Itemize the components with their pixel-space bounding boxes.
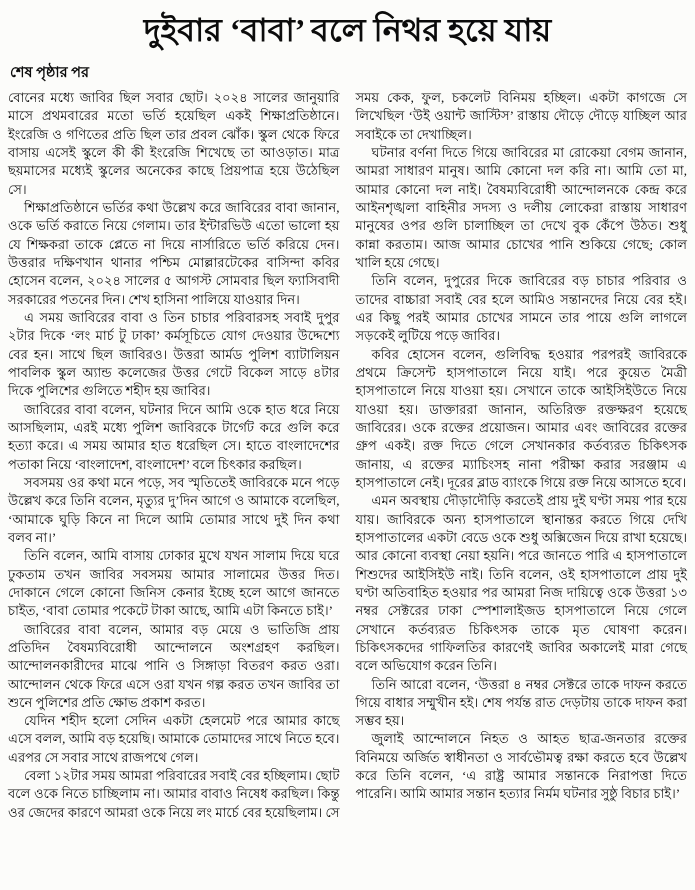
article-paragraph: তিনি আরো বলেন, ‘উত্তরা ৪ নম্বর সেক্টরে তাকে দাফন করতে গিয়ে বাধার সম্মুখীন হই। শেষ পর্যন্ত রাত দেড়টায় তাকে দাফন করা সম্ভব হয়। <box>355 676 687 729</box>
article-paragraph: শিক্ষাপ্রতিষ্ঠানে ভর্তির কথা উল্লেখ করে জাবিরের বাবা জানান, ওকে ভর্তি করাতে নিয়ে গেলাম। তার ইন্টারভিউ এতো ভালো হয় যে শিক্ষকরা তাকে প্লেতে না দিয়ে নার্সারিতে ভর্তি করিয়ে দেন। উত্তরার দক্ষিণখান থানার পশ্চিম মোল্লারটেকের বাসিন্দা কবির হোসেন বলেন, ২০২৪ সালের ৫ আগস্ট সোমবার ছিল ফ্যাসিবাদী সরকারের পতনের দিন। শেখ হাসিনা পালিয়ে যাওয়ার দিন। <box>8 199 340 307</box>
article-paragraph: তিনি বলেন, দুপুরের দিকে জাবিরের বড় চাচার পরিবার ও তাদের বাচ্চারা সবাই বের হলে আমিও সন্তানদের নিয়ে বের হই। এর কিছু পরই আমার চোখের সামনে তার পায়ে গুলি লাগলে সড়কেই লুটিয়ে পড়ে জাবির। <box>355 273 687 344</box>
article-paragraph: ঘটনার বর্ণনা দিতে গিয়ে জাবিরের মা রোকেয়া বেগম জানান, আমরা সাধারণ মানুষ। আমি কোনো দল করি না। আমি তো মা, আমার কোনো দল নাই। বৈষম্যবিরোধী আন্দোলনকে কেন্দ্র করে আইনশৃঙ্খলা বাহিনীর সদস্য ও দলীয় লোকেরা রাস্তায় সাধারণ মানুষের ওপর গুলি চালাচ্ছিল তা দেখে বুক কেঁপে উঠত। শুধু কান্না করতাম। আজ আমার চোখের পানি শুকিয়ে গেছে; কোল খালি হয়ে গেছে। <box>355 144 687 270</box>
article-paragraph: তিনি বলেন, আমি বাসায় ঢোকার মুখে যখন সালাম দিয়ে ঘরে ঢুকতাম তখন জাবির সবসময় আমার সালামের উত্তর দিত। দোকানে গেলে কোনো জিনিস কেনার ইচ্ছে হলে আগে জানতে চাইত, ‘বাবা তোমার পকেটে টাকা আছে, আমি এটা কিনতে চাই।’ <box>8 548 340 619</box>
article-body <box>8 89 687 890</box>
article-paragraph: জাবিরের বাবা বলেন, আমার বড় মেয়ে ও ভাতিজি প্রায় প্রতিদিন বৈষম্যবিরোধী আন্দোলনে অংশগ্রহণ করছিল। আন্দোলনকারীদের মাঝে পানি ও সিঙ্গাড়া বিতরণ করত ওরা। আন্দোলন থেকে ফিরে এসে ওরা যখন গল্প করত তখন জাবির তা শুনে পুলিশের প্রতি ক্ষোভ প্রকাশ করত। <box>8 621 340 710</box>
continued-from-label: শেষ পৃষ্ঠার পর <box>10 65 89 81</box>
article-paragraph: এ সময় জাবিরের বাবা ও তিন চাচার পরিবারসহ সবাই দুপুর ২টার দিকে ‘লং মার্চ টু ঢাকা’ কর্মসূচিতে যোগ দেওয়ার উদ্দেশ্যে বের হন। সাথে ছিল জাবিরও। উত্তরা আর্মড পুলিশ ব্যাটালিয়ন পাবলিক স্কুল অ্যান্ড কলেজের উত্তর গেটে বিকেল সাড়ে ৪টার দিকে পুলিশের গুলিতে শহীদ হয় জাবির। <box>8 309 340 399</box>
article-paragraph: সবসময় ওর কথা মনে পড়ে, সব স্মৃতিতেই জাবিরকে মনে পড়ে উল্লেখ করে তিনি বলেন, মৃত্যুর দু’দিন আগে ও আমাকে বলেছিল, ‘আমাকে ঘুড়ি কিনে না দিলে আমি তোমার সাথে দুই দিন কথা বলব না।’ <box>8 474 340 545</box>
article-paragraph: বেলা ১২টার সময় আমরা পরিবারের সবাই বের হচ্ছিলাম। ছোট বলে ওকে নিতে চাচ্ছিলাম না। আমার বাবাও নিষেধ করছিল। কিন্তু ওর জেদের কারণে আমরা ওকে নিয়ে লং মার্চে বের হয়েছিলাম। সে সময় কেক, ফুল, চকলেট বিনিময় হচ্ছিল। একটা কাগজে সে লিখেছিল ‘উই ওয়ান্ট জাস্টিস’ রাস্তায় দৌড়ে দৌড়ে যাচ্ছিল আর সবাইকে তা দেখাচ্ছিল। <box>8 90 687 820</box>
article-paragraph: জাবিরের বাবা বলেন, ঘটনার দিনে আমি ওকে হাত ধরে নিয়ে আসছিলাম, এরই মধ্যে পুলিশ জাবিরকে টার্গেট করে গুলি করে হত্যা করে। এ সময় আমার হাত ধরেছিল সে। হাতে বাংলাদেশের পতাকা নিয়ে ‘বাংলাদেশ, বাংলাদেশ’ বলে চিৎকার করছিল। <box>8 401 340 472</box>
article-paragraph: জুলাই আন্দোলনে নিহত ও আহত ছাত্র-জনতার রক্তের বিনিময়ে অর্জিত স্বাধীনতা ও সার্বভৌমত্ব রক্ষা করতে হবে উল্লেখ করে তিনি বলেন, ‘এ রাষ্ট্র আমার সন্তানকে নিরাপত্তা দিতে পারেনি। আমি আমার সন্তান হত্যার নির্মম ঘটনার সুষ্ঠু বিচার চাই।’ <box>355 731 687 802</box>
article-paragraph: কবির হোসেন বলেন, গুলিবিদ্ধ হওয়ার পরপরই জাবিরকে প্রথমে ক্রিসেন্ট হাসপাতালে নিয়ে যাই। পরে কুয়েত মৈত্রী হাসপাতালে নিয়ে যাওয়া হয়। সেখানে তাকে আইসিইউতে নিয়ে যাওয়া হয়। ডাক্তাররা জানান, অতিরিক্ত রক্তক্ষরণ হয়েছে জাবিরের। ওকে রক্তের প্রয়োজন। আমার এবং জাবিরের রক্তের গ্রুপ একই। রক্ত দিতে গেলে সেখানকার কর্তব্যরত চিকিৎসক জানায়, এ রক্তের ম্যাচিংসহ নানা পরীক্ষা করার সরঞ্জাম এ হাসপাতালে নেই। দূরের ব্লাড ব্যাংকে গিয়ে রক্ত নিয়ে আসতে হবে। <box>355 346 687 490</box>
article-paragraph: বোনের মধ্যে জাবির ছিল সবার ছোট। ২০২৪ সালের জানুয়ারি মাসে প্রথমবারের মতো ভর্তি হয়েছিল একই শিক্ষাপ্রতিষ্ঠানে। ইংরেজি ও গণিতের প্রতি ছিল তার প্রবল ঝোঁক। স্কুল থেকে ফিরে বাসায় এসেই স্কুলে কী কী ইংরেজি শিখেছে তা আওড়াত। মাত্র ছয়মাসের মধ্যেই স্কুলের অনেকের কাছে প্রিয়পাত্র হয়ে উঠেছিল সে। <box>8 90 340 197</box>
article-paragraph: এমন অবস্থায় দৌড়াদৌড়ি করতেই প্রায় দুই ঘণ্টা সময় পার হয়ে যায়। জাবিরকে অন্য হাসপাতালে স্থানান্তর করতে গিয়ে দেখি হাসপাতালের একটা বেডে ওকে শুধু অক্সিজেন দিয়ে রাখা হয়েছে। আর কোনো ব্যবস্থা নেয়া হয়নি। পরে জানতে পারি এ হাসপাতালে শিশুদের আইসিইউ নাই। তিনি বলেন, ওই হাসপাতালে প্রায় দুই ঘণ্টা অতিবাহিত হওয়ার পর আমরা নিজ দায়িত্বে ওকে উত্তরা ১৩ নম্বর সেক্টরের ঢাকা স্পেশালাইজড হাসপাতালে নিয়ে গেলে সেখানে কর্তব্যরত চিকিৎসক তাকে মৃত ঘোষণা করেন। চিকিৎসকদের গাফিলতির কারণেই জাবির অকালেই মারা গেছে বলে অভিযোগ করেন তিনি। <box>355 493 687 674</box>
article-headline: দুইবার ‘বাবা’ বলে নিথর হয়ে যায় <box>143 12 552 48</box>
article-paragraph: যেদিন শহীদ হলো সেদিন একটা হেলমেট পরে আমার কাছে এসে বলল, আমি বড় হয়েছি। আমাকে তোমাদের সাথে নিতে হবে। এরপর সে সবার সাথে রাজপথে গেল। <box>8 713 340 765</box>
